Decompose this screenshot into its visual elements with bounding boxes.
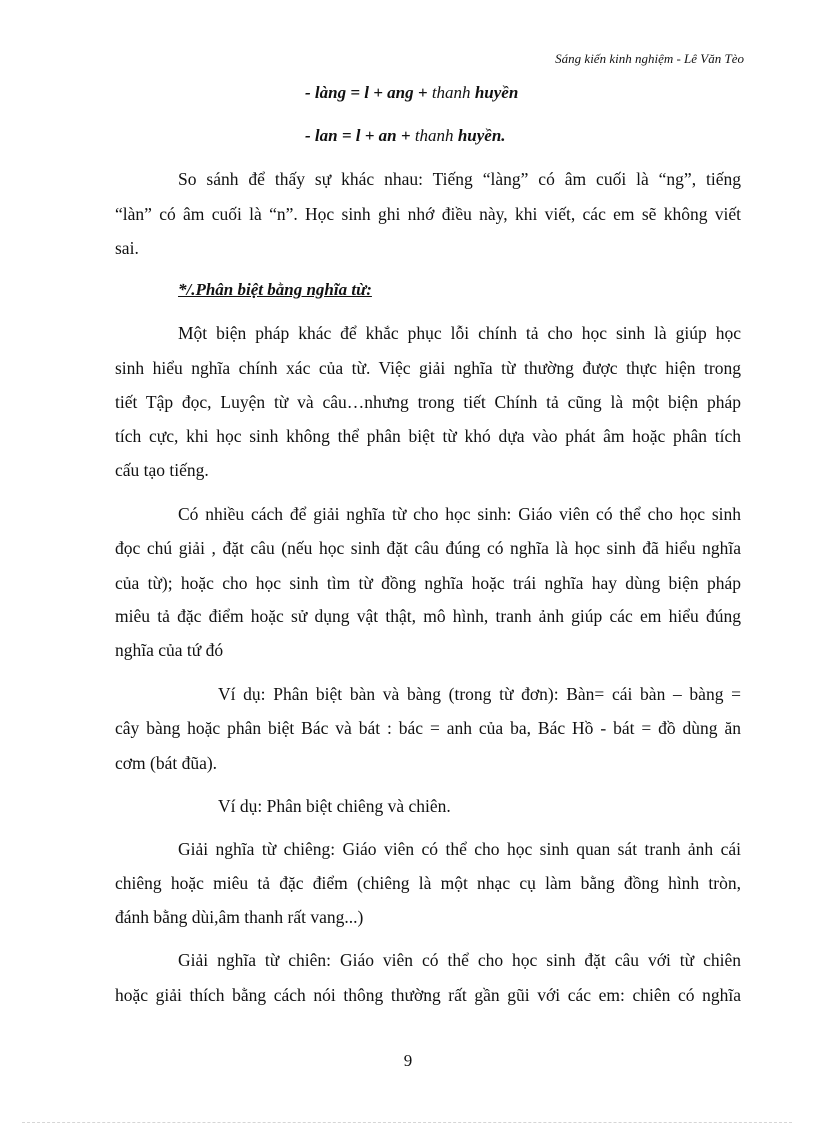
body-line: miêu tả đặc điểm hoặc sử dụng vật thật, mô hình, tranh ảnh giúp các em hiểu đúng [115, 606, 741, 626]
page-header: Sáng kiến kinh nghiệm - Lê Văn Tèo [555, 51, 744, 66]
body-line: Một biện pháp khác để khắc phục lỗi chính tả cho học sinh là giúp học [178, 323, 741, 343]
body-line: của từ); hoặc cho học sinh tìm từ đồng nghĩa hoặc trái nghĩa hay dùng biện pháp [115, 573, 741, 593]
body-line: cây bàng hoặc phân biệt Bác và bát : bác = anh của ba, Bác Hồ - bát = đồ dùng ăn [115, 718, 741, 738]
body-line: Ví dụ: Phân biệt bàn và bàng (trong từ đơn): Bàn= cái bàn – bàng = [218, 684, 741, 704]
body-line: tích cực, khi học sinh không thể phân biệt từ khó dựa vào phát âm hoặc phân tích [115, 426, 741, 446]
body-line: Có nhiều cách để giải nghĩa từ cho học sinh: Giáo viên có thể cho học sinh [178, 504, 741, 524]
body-line: cấu tạo tiếng. [115, 460, 209, 480]
page-number: 9 [403, 1051, 413, 1070]
body-line: “làn” có âm cuối là “n”. Học sinh ghi nhớ điều này, khi viết, các em sẽ không viết [115, 204, 741, 224]
formula-lang: - làng = l + ang + thanh huyền [305, 83, 519, 102]
body-line: chiêng hoặc miêu tả đặc điểm (chiêng là một nhạc cụ làm bằng đồng hình tròn, [115, 873, 741, 893]
body-line: tiết Tập đọc, Luyện từ và câu…nhưng trong tiết Chính tả cũng là một biện pháp [115, 392, 741, 412]
body-line: Giải nghĩa từ chiêng: Giáo viên có thể cho học sinh quan sát tranh ảnh cái [178, 839, 741, 859]
body-line: nghĩa của tứ đó [115, 640, 224, 660]
body-line: sinh hiểu nghĩa chính xác của từ. Việc giải nghĩa từ thường được thực hiện trong [115, 358, 741, 378]
body-line: hoặc giải thích bằng cách nói thông thường rất gần gũi với các em: chiên có nghĩa [115, 985, 741, 1005]
body-line: cơm (bát đũa). [115, 753, 218, 773]
body-line: sai. [115, 238, 139, 258]
body-line: đọc chú giải , đặt câu (nếu học sinh đặt câu đúng có nghĩa là học sinh đã hiểu nghĩa [115, 538, 741, 558]
section-heading: */.Phân biệt bằng nghĩa từ: [178, 280, 372, 299]
body-line: Ví dụ: Phân biệt chiêng và chiên. [218, 796, 451, 816]
body-line: Giải nghĩa từ chiên: Giáo viên có thể cho học sinh đặt câu với từ chiên [178, 950, 741, 970]
body-line: So sánh để thấy sự khác nhau: Tiếng “làng” có âm cuối là “ng”, tiếng [178, 169, 741, 189]
formula-lan: - lan = l + an + thanh huyền. [305, 126, 506, 145]
body-line: đánh bằng dùi,âm thanh rất vang...) [115, 907, 364, 927]
